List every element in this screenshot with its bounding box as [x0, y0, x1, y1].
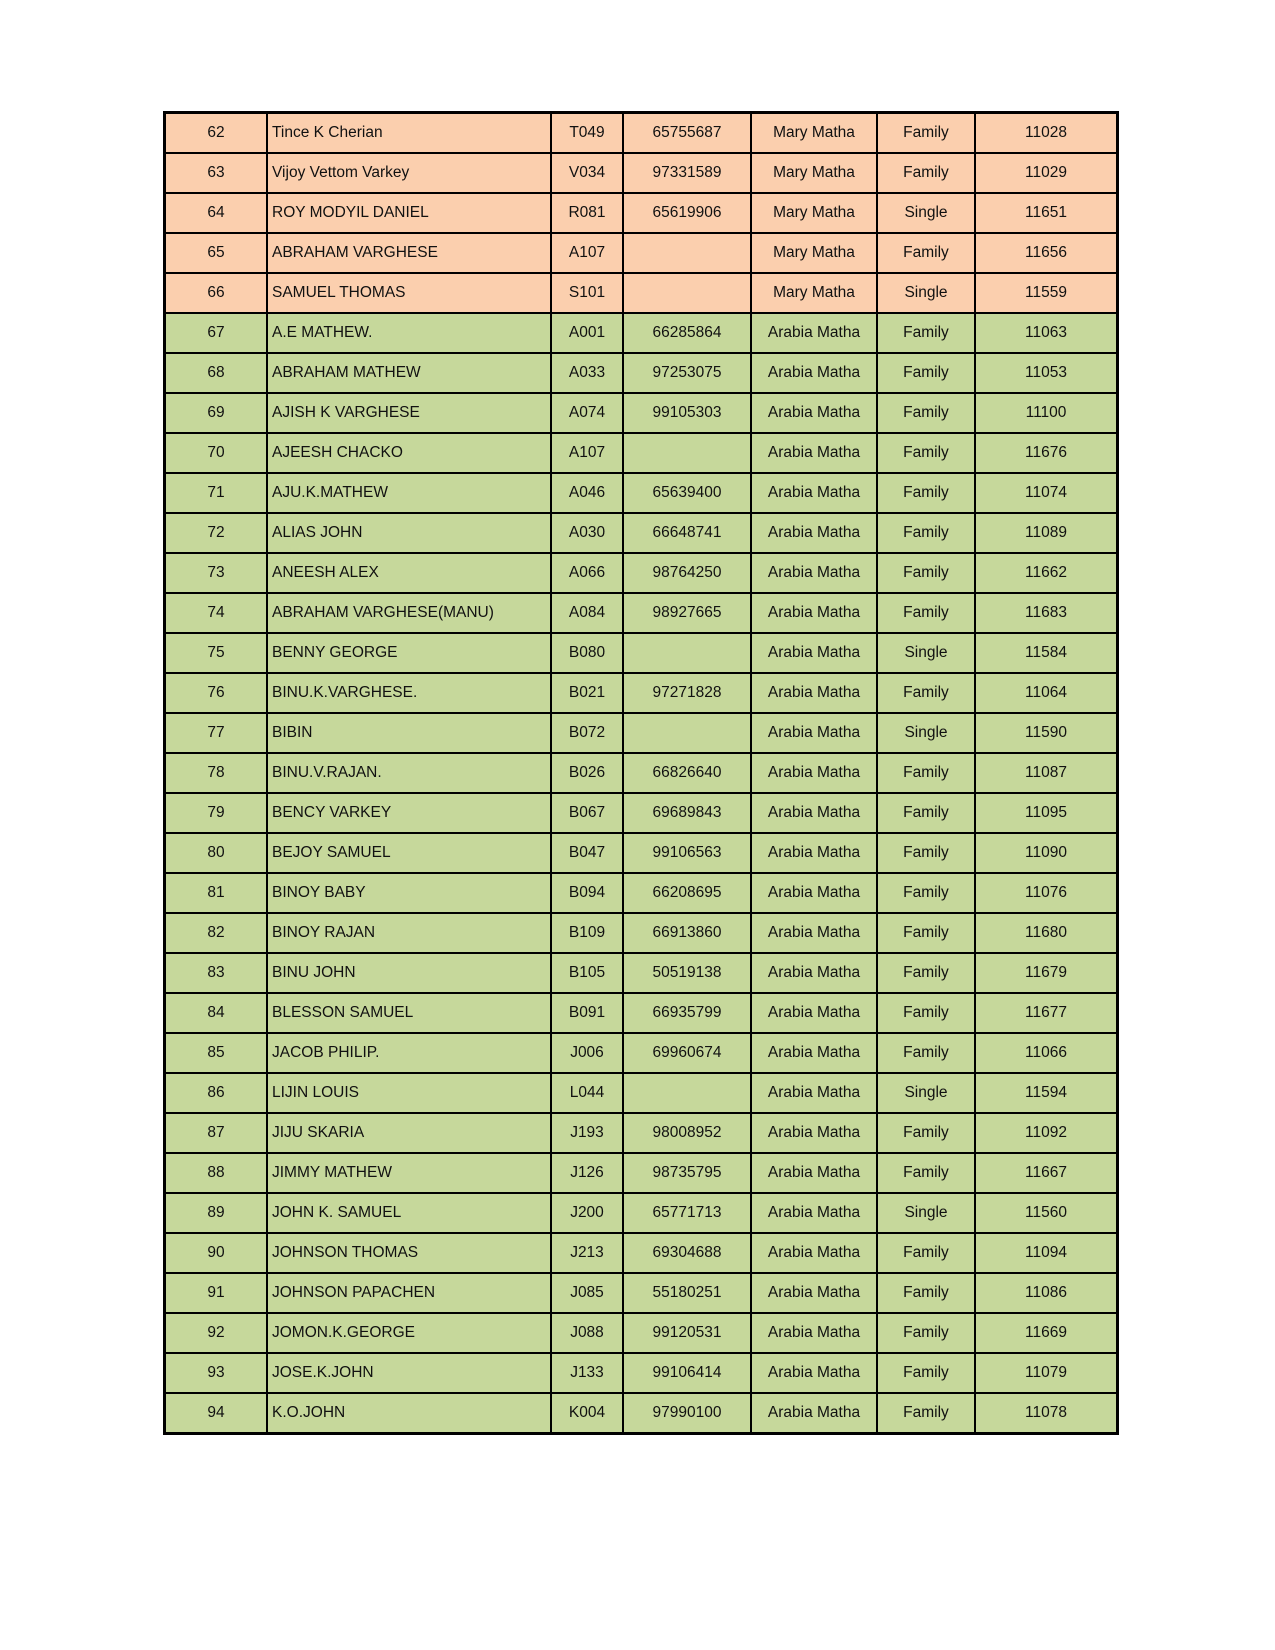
member-name-cell: JIMMY MATHEW: [267, 1153, 551, 1193]
membership-type-cell: Family: [877, 793, 975, 833]
membership-number-cell: 11028: [975, 113, 1118, 154]
phone-number-cell: 69960674: [623, 1033, 751, 1073]
membership-type-cell: Single: [877, 273, 975, 313]
member-name-cell: LIJIN LOUIS: [267, 1073, 551, 1113]
serial-number-cell: 70: [165, 433, 268, 473]
member-code-cell: A033: [551, 353, 623, 393]
prayer-group-cell: Arabia Matha: [751, 913, 877, 953]
membership-type-cell: Single: [877, 193, 975, 233]
prayer-group-cell: Mary Matha: [751, 273, 877, 313]
phone-number-cell: 99106414: [623, 1353, 751, 1393]
table-row: [165, 113, 1118, 154]
member-code-cell: B094: [551, 873, 623, 913]
prayer-group-cell: Arabia Matha: [751, 553, 877, 593]
phone-number-cell: 97331589: [623, 153, 751, 193]
membership-number-cell: 11079: [975, 1353, 1118, 1393]
prayer-group-cell: Arabia Matha: [751, 313, 877, 353]
membership-number-cell: 11074: [975, 473, 1118, 513]
membership-type-cell: Family: [877, 1273, 975, 1313]
phone-number-cell: [623, 273, 751, 313]
table-row: [165, 1393, 1118, 1434]
member-code-cell: K004: [551, 1393, 623, 1434]
serial-number-cell: 89: [165, 1193, 268, 1233]
phone-number-cell: 65755687: [623, 113, 751, 154]
table-row: [165, 673, 1118, 713]
member-name-cell: JOHN K. SAMUEL: [267, 1193, 551, 1233]
prayer-group-cell: Arabia Matha: [751, 833, 877, 873]
member-code-cell: L044: [551, 1073, 623, 1113]
membership-type-cell: Family: [877, 673, 975, 713]
member-code-cell: V034: [551, 153, 623, 193]
prayer-group-cell: Arabia Matha: [751, 513, 877, 553]
serial-number-cell: 67: [165, 313, 268, 353]
membership-number-cell: 11679: [975, 953, 1118, 993]
phone-number-cell: 99106563: [623, 833, 751, 873]
serial-number-cell: 90: [165, 1233, 268, 1273]
membership-type-cell: Family: [877, 393, 975, 433]
prayer-group-cell: Mary Matha: [751, 233, 877, 273]
member-code-cell: J126: [551, 1153, 623, 1193]
membership-number-cell: 11066: [975, 1033, 1118, 1073]
member-code-cell: B067: [551, 793, 623, 833]
prayer-group-cell: Arabia Matha: [751, 753, 877, 793]
prayer-group-cell: Arabia Matha: [751, 1033, 877, 1073]
membership-number-cell: 11076: [975, 873, 1118, 913]
membership-number-cell: 11584: [975, 633, 1118, 673]
prayer-group-cell: Arabia Matha: [751, 1113, 877, 1153]
membership-number-cell: 11086: [975, 1273, 1118, 1313]
serial-number-cell: 76: [165, 673, 268, 713]
member-name-cell: ABRAHAM VARGHESE(MANU): [267, 593, 551, 633]
member-code-cell: A066: [551, 553, 623, 593]
phone-number-cell: [623, 1073, 751, 1113]
member-code-cell: B026: [551, 753, 623, 793]
serial-number-cell: 93: [165, 1353, 268, 1393]
membership-number-cell: 11053: [975, 353, 1118, 393]
member-name-cell: AJISH K VARGHESE: [267, 393, 551, 433]
member-name-cell: ALIAS JOHN: [267, 513, 551, 553]
prayer-group-cell: Arabia Matha: [751, 1353, 877, 1393]
membership-type-cell: Family: [877, 513, 975, 553]
table-row: [165, 1033, 1118, 1073]
serial-number-cell: 71: [165, 473, 268, 513]
member-name-cell: K.O.JOHN: [267, 1393, 551, 1434]
prayer-group-cell: Arabia Matha: [751, 1153, 877, 1193]
member-table: [163, 111, 1119, 1435]
member-name-cell: BINU JOHN: [267, 953, 551, 993]
prayer-group-cell: Arabia Matha: [751, 393, 877, 433]
serial-number-cell: 83: [165, 953, 268, 993]
prayer-group-cell: Mary Matha: [751, 193, 877, 233]
serial-number-cell: 94: [165, 1393, 268, 1434]
table-row: [165, 1273, 1118, 1313]
serial-number-cell: 72: [165, 513, 268, 553]
membership-type-cell: Family: [877, 873, 975, 913]
phone-number-cell: 66648741: [623, 513, 751, 553]
member-name-cell: JOHNSON THOMAS: [267, 1233, 551, 1273]
prayer-group-cell: Arabia Matha: [751, 953, 877, 993]
serial-number-cell: 77: [165, 713, 268, 753]
membership-type-cell: Family: [877, 1153, 975, 1193]
serial-number-cell: 84: [165, 993, 268, 1033]
serial-number-cell: 62: [165, 113, 268, 154]
serial-number-cell: 64: [165, 193, 268, 233]
member-code-cell: R081: [551, 193, 623, 233]
table-row: [165, 793, 1118, 833]
member-code-cell: A001: [551, 313, 623, 353]
table-row: [165, 273, 1118, 313]
membership-type-cell: Single: [877, 1073, 975, 1113]
phone-number-cell: 50519138: [623, 953, 751, 993]
phone-number-cell: [623, 633, 751, 673]
membership-number-cell: 11095: [975, 793, 1118, 833]
prayer-group-cell: Arabia Matha: [751, 1393, 877, 1434]
membership-type-cell: Family: [877, 313, 975, 353]
table-row: [165, 833, 1118, 873]
membership-number-cell: 11662: [975, 553, 1118, 593]
serial-number-cell: 65: [165, 233, 268, 273]
prayer-group-cell: Arabia Matha: [751, 673, 877, 713]
member-code-cell: S101: [551, 273, 623, 313]
prayer-group-cell: Arabia Matha: [751, 593, 877, 633]
phone-number-cell: [623, 713, 751, 753]
prayer-group-cell: Arabia Matha: [751, 873, 877, 913]
member-name-cell: SAMUEL THOMAS: [267, 273, 551, 313]
member-code-cell: J213: [551, 1233, 623, 1273]
phone-number-cell: 65771713: [623, 1193, 751, 1233]
membership-number-cell: 11676: [975, 433, 1118, 473]
table-row: [165, 953, 1118, 993]
member-name-cell: BINOY RAJAN: [267, 913, 551, 953]
membership-number-cell: 11656: [975, 233, 1118, 273]
phone-number-cell: [623, 433, 751, 473]
phone-number-cell: [623, 233, 751, 273]
phone-number-cell: 66826640: [623, 753, 751, 793]
table-row: [165, 1353, 1118, 1393]
member-code-cell: A030: [551, 513, 623, 553]
member-name-cell: BEJOY SAMUEL: [267, 833, 551, 873]
member-name-cell: AJU.K.MATHEW: [267, 473, 551, 513]
member-code-cell: A074: [551, 393, 623, 433]
membership-number-cell: 11100: [975, 393, 1118, 433]
prayer-group-cell: Arabia Matha: [751, 633, 877, 673]
member-name-cell: JACOB PHILIP.: [267, 1033, 551, 1073]
member-code-cell: J088: [551, 1313, 623, 1353]
member-name-cell: JOSE.K.JOHN: [267, 1353, 551, 1393]
serial-number-cell: 87: [165, 1113, 268, 1153]
phone-number-cell: 97253075: [623, 353, 751, 393]
serial-number-cell: 79: [165, 793, 268, 833]
table-row: [165, 393, 1118, 433]
prayer-group-cell: Arabia Matha: [751, 713, 877, 753]
membership-type-cell: Family: [877, 1233, 975, 1273]
member-name-cell: BENCY VARKEY: [267, 793, 551, 833]
serial-number-cell: 78: [165, 753, 268, 793]
serial-number-cell: 91: [165, 1273, 268, 1313]
table-row: [165, 1193, 1118, 1233]
table-row: [165, 993, 1118, 1033]
serial-number-cell: 92: [165, 1313, 268, 1353]
table-row: [165, 513, 1118, 553]
member-name-cell: ABRAHAM VARGHESE: [267, 233, 551, 273]
serial-number-cell: 68: [165, 353, 268, 393]
table-row: [165, 873, 1118, 913]
membership-type-cell: Single: [877, 633, 975, 673]
table-row: [165, 1233, 1118, 1273]
serial-number-cell: 80: [165, 833, 268, 873]
table-row: [165, 433, 1118, 473]
table-row: [165, 473, 1118, 513]
table-row: [165, 753, 1118, 793]
membership-number-cell: 11559: [975, 273, 1118, 313]
member-name-cell: A.E MATHEW.: [267, 313, 551, 353]
member-code-cell: A084: [551, 593, 623, 633]
membership-type-cell: Family: [877, 153, 975, 193]
serial-number-cell: 75: [165, 633, 268, 673]
member-code-cell: B080: [551, 633, 623, 673]
membership-type-cell: Family: [877, 953, 975, 993]
member-code-cell: B072: [551, 713, 623, 753]
serial-number-cell: 82: [165, 913, 268, 953]
member-name-cell: Vijoy Vettom Varkey: [267, 153, 551, 193]
phone-number-cell: 66285864: [623, 313, 751, 353]
table-row: [165, 1073, 1118, 1113]
membership-number-cell: 11651: [975, 193, 1118, 233]
phone-number-cell: 99105303: [623, 393, 751, 433]
table-row: [165, 593, 1118, 633]
membership-type-cell: Family: [877, 353, 975, 393]
member-code-cell: B047: [551, 833, 623, 873]
membership-number-cell: 11063: [975, 313, 1118, 353]
membership-type-cell: Family: [877, 1393, 975, 1434]
member-code-cell: A046: [551, 473, 623, 513]
member-name-cell: JIJU SKARIA: [267, 1113, 551, 1153]
membership-number-cell: 11677: [975, 993, 1118, 1033]
member-name-cell: ABRAHAM MATHEW: [267, 353, 551, 393]
table-row: [165, 633, 1118, 673]
phone-number-cell: 97990100: [623, 1393, 751, 1434]
membership-number-cell: 11669: [975, 1313, 1118, 1353]
table-row: [165, 1153, 1118, 1193]
membership-type-cell: Family: [877, 833, 975, 873]
membership-number-cell: 11094: [975, 1233, 1118, 1273]
membership-type-cell: Family: [877, 1353, 975, 1393]
prayer-group-cell: Arabia Matha: [751, 1073, 877, 1113]
serial-number-cell: 74: [165, 593, 268, 633]
member-code-cell: A107: [551, 433, 623, 473]
member-name-cell: Tince K Cherian: [267, 113, 551, 154]
member-name-cell: BLESSON SAMUEL: [267, 993, 551, 1033]
prayer-group-cell: Mary Matha: [751, 153, 877, 193]
serial-number-cell: 73: [165, 553, 268, 593]
membership-number-cell: 11590: [975, 713, 1118, 753]
membership-number-cell: 11089: [975, 513, 1118, 553]
membership-number-cell: 11560: [975, 1193, 1118, 1233]
phone-number-cell: 98735795: [623, 1153, 751, 1193]
membership-type-cell: Family: [877, 593, 975, 633]
prayer-group-cell: Arabia Matha: [751, 1273, 877, 1313]
phone-number-cell: 66913860: [623, 913, 751, 953]
table-row: [165, 153, 1118, 193]
membership-type-cell: Family: [877, 473, 975, 513]
table-row: [165, 913, 1118, 953]
prayer-group-cell: Arabia Matha: [751, 993, 877, 1033]
membership-type-cell: Family: [877, 753, 975, 793]
serial-number-cell: 66: [165, 273, 268, 313]
prayer-group-cell: Arabia Matha: [751, 793, 877, 833]
phone-number-cell: 97271828: [623, 673, 751, 713]
serial-number-cell: 85: [165, 1033, 268, 1073]
serial-number-cell: 86: [165, 1073, 268, 1113]
member-code-cell: B091: [551, 993, 623, 1033]
membership-number-cell: 11087: [975, 753, 1118, 793]
prayer-group-cell: Arabia Matha: [751, 1193, 877, 1233]
table-row: [165, 713, 1118, 753]
membership-type-cell: Family: [877, 1033, 975, 1073]
member-table-body: [165, 113, 1118, 1434]
phone-number-cell: 66208695: [623, 873, 751, 913]
membership-number-cell: 11064: [975, 673, 1118, 713]
member-code-cell: J006: [551, 1033, 623, 1073]
membership-number-cell: 11092: [975, 1113, 1118, 1153]
member-code-cell: B105: [551, 953, 623, 993]
membership-type-cell: Family: [877, 113, 975, 154]
table-row: [165, 553, 1118, 593]
table-row: [165, 353, 1118, 393]
membership-number-cell: 11078: [975, 1393, 1118, 1434]
phone-number-cell: 65619906: [623, 193, 751, 233]
table-row: [165, 313, 1118, 353]
phone-number-cell: 98927665: [623, 593, 751, 633]
serial-number-cell: 63: [165, 153, 268, 193]
serial-number-cell: 69: [165, 393, 268, 433]
table-row: [165, 193, 1118, 233]
member-code-cell: B109: [551, 913, 623, 953]
member-code-cell: T049: [551, 113, 623, 154]
phone-number-cell: 55180251: [623, 1273, 751, 1313]
prayer-group-cell: Arabia Matha: [751, 353, 877, 393]
prayer-group-cell: Arabia Matha: [751, 1313, 877, 1353]
table-row: [165, 1313, 1118, 1353]
phone-number-cell: 69304688: [623, 1233, 751, 1273]
membership-number-cell: 11680: [975, 913, 1118, 953]
membership-number-cell: 11683: [975, 593, 1118, 633]
serial-number-cell: 81: [165, 873, 268, 913]
membership-type-cell: Single: [877, 713, 975, 753]
member-name-cell: BINOY BABY: [267, 873, 551, 913]
membership-type-cell: Family: [877, 993, 975, 1033]
member-name-cell: JOMON.K.GEORGE: [267, 1313, 551, 1353]
member-name-cell: BENNY GEORGE: [267, 633, 551, 673]
phone-number-cell: 98008952: [623, 1113, 751, 1153]
prayer-group-cell: Arabia Matha: [751, 473, 877, 513]
member-name-cell: BINU.V.RAJAN.: [267, 753, 551, 793]
table-row: [165, 1113, 1118, 1153]
table-row: [165, 233, 1118, 273]
member-name-cell: BINU.K.VARGHESE.: [267, 673, 551, 713]
member-name-cell: ROY MODYIL DANIEL: [267, 193, 551, 233]
membership-type-cell: Family: [877, 553, 975, 593]
phone-number-cell: 66935799: [623, 993, 751, 1033]
member-name-cell: BIBIN: [267, 713, 551, 753]
member-code-cell: B021: [551, 673, 623, 713]
prayer-group-cell: Arabia Matha: [751, 1233, 877, 1273]
member-code-cell: J133: [551, 1353, 623, 1393]
serial-number-cell: 88: [165, 1153, 268, 1193]
membership-type-cell: Family: [877, 233, 975, 273]
member-code-cell: J193: [551, 1113, 623, 1153]
membership-type-cell: Family: [877, 433, 975, 473]
member-code-cell: J085: [551, 1273, 623, 1313]
prayer-group-cell: Mary Matha: [751, 113, 877, 154]
membership-type-cell: Family: [877, 1313, 975, 1353]
membership-type-cell: Family: [877, 1113, 975, 1153]
membership-type-cell: Family: [877, 913, 975, 953]
membership-number-cell: 11667: [975, 1153, 1118, 1193]
membership-type-cell: Single: [877, 1193, 975, 1233]
phone-number-cell: 69689843: [623, 793, 751, 833]
member-name-cell: ANEESH ALEX: [267, 553, 551, 593]
member-name-cell: AJEESH CHACKO: [267, 433, 551, 473]
membership-number-cell: 11594: [975, 1073, 1118, 1113]
membership-number-cell: 11029: [975, 153, 1118, 193]
member-code-cell: A107: [551, 233, 623, 273]
phone-number-cell: 99120531: [623, 1313, 751, 1353]
phone-number-cell: 98764250: [623, 553, 751, 593]
member-name-cell: JOHNSON PAPACHEN: [267, 1273, 551, 1313]
phone-number-cell: 65639400: [623, 473, 751, 513]
membership-number-cell: 11090: [975, 833, 1118, 873]
member-code-cell: J200: [551, 1193, 623, 1233]
prayer-group-cell: Arabia Matha: [751, 433, 877, 473]
